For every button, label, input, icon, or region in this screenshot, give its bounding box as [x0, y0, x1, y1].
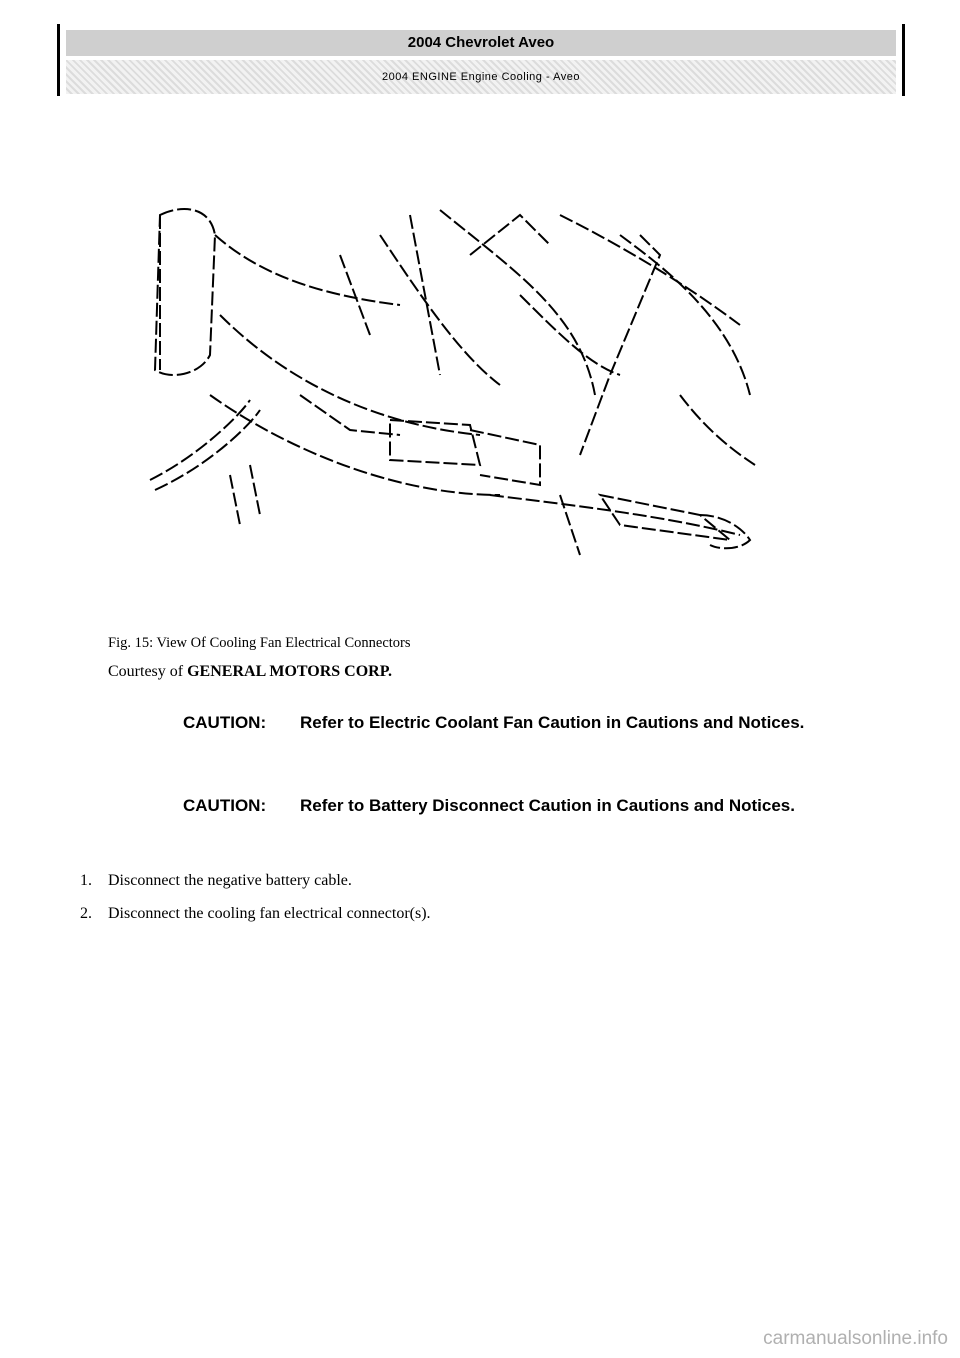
- step-text: Disconnect the negative battery cable.: [108, 872, 352, 889]
- step-number: 2.: [80, 905, 92, 922]
- courtesy-name: GENERAL MOTORS CORP.: [187, 663, 393, 680]
- document-title: 2004 Chevrolet Aveo: [66, 30, 896, 56]
- figure-caption: Fig. 15: View Of Cooling Fan Electrical Connectors: [108, 635, 411, 651]
- watermark: carmanualsonline.info: [763, 1328, 948, 1349]
- caution-text: Refer to Battery Disconnect Caution in Cautions and Notices.: [300, 796, 795, 815]
- step-text: Disconnect the cooling fan electrical connector(s).: [108, 905, 431, 922]
- courtesy-prefix: Courtesy of: [108, 663, 188, 680]
- step-number: 1.: [80, 872, 92, 889]
- cooling-fan-connector-illustration: [140, 195, 760, 575]
- step-2: [80, 905, 431, 923]
- caution-text: Refer to Electric Coolant Fan Caution in Cautions and Notices.: [300, 713, 805, 732]
- caution-label: CAUTION:: [183, 796, 267, 815]
- caution-electric-fan: [183, 710, 883, 736]
- caution-label: CAUTION:: [183, 713, 267, 732]
- document-header: [57, 24, 905, 96]
- step-1: [80, 872, 352, 890]
- document-subtitle: 2004 ENGINE Engine Cooling - Aveo: [66, 60, 896, 94]
- figure-courtesy: [108, 663, 392, 681]
- caution-battery: [183, 793, 883, 819]
